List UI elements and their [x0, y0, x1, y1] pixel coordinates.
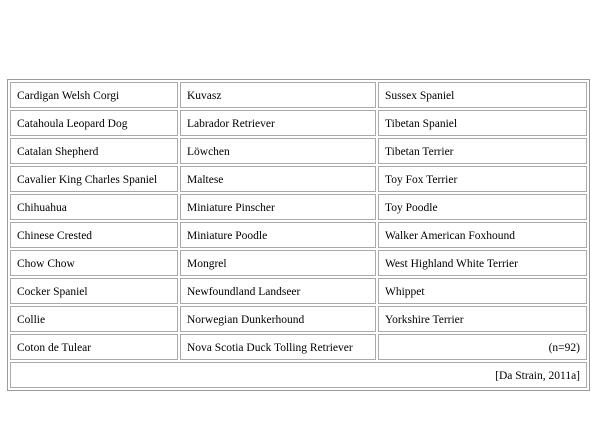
- table-cell: Norwegian Dunkerhound: [180, 306, 376, 332]
- table-row: [10, 306, 587, 332]
- table-cell: Catalan Shepherd: [10, 138, 178, 164]
- table-cell: Toy Poodle: [378, 194, 587, 220]
- table-cell: Chow Chow: [10, 250, 178, 276]
- table-cell: Cavalier King Charles Spaniel: [10, 166, 178, 192]
- citation: [Da Strain, 2011a]: [10, 362, 587, 388]
- table-cell: Whippet: [378, 278, 587, 304]
- table-cell: Miniature Pinscher: [180, 194, 376, 220]
- table-cell: Chihuahua: [10, 194, 178, 220]
- table-cell: Newfoundland Landseer: [180, 278, 376, 304]
- table-cell: Yorkshire Terrier: [378, 306, 587, 332]
- table-cell: Coton de Tulear: [10, 334, 178, 360]
- table-cell: Labrador Retriever: [180, 110, 376, 136]
- breeds-table: [8, 80, 589, 390]
- table-cell: Collie: [10, 306, 178, 332]
- table-cell: Sussex Spaniel: [378, 82, 587, 108]
- table-row: [10, 250, 587, 276]
- citation-row: [10, 362, 587, 388]
- table-cell: Mongrel: [180, 250, 376, 276]
- table-cell: Löwchen: [180, 138, 376, 164]
- table-cell: Miniature Poodle: [180, 222, 376, 248]
- table-cell: Kuvasz: [180, 82, 376, 108]
- table-cell: Toy Fox Terrier: [378, 166, 587, 192]
- table-cell: West Highland White Terrier: [378, 250, 587, 276]
- table-row: [10, 194, 587, 220]
- count-cell: (n=92): [378, 334, 587, 360]
- table-cell: Tibetan Spaniel: [378, 110, 587, 136]
- table-cell: Maltese: [180, 166, 376, 192]
- table-cell: Tibetan Terrier: [378, 138, 587, 164]
- table-cell: Nova Scotia Duck Tolling Retriever: [180, 334, 376, 360]
- breeds-table-container: [7, 79, 590, 391]
- table-row: [10, 222, 587, 248]
- table-row: [10, 278, 587, 304]
- table-cell: Cardigan Welsh Corgi: [10, 82, 178, 108]
- table-row: [10, 138, 587, 164]
- table-row: [10, 110, 587, 136]
- table-row: [10, 166, 587, 192]
- table-row: [10, 334, 587, 360]
- table-row: [10, 82, 587, 108]
- table-cell: Cocker Spaniel: [10, 278, 178, 304]
- table-cell: Walker American Foxhound: [378, 222, 587, 248]
- table-cell: Catahoula Leopard Dog: [10, 110, 178, 136]
- table-cell: Chinese Crested: [10, 222, 178, 248]
